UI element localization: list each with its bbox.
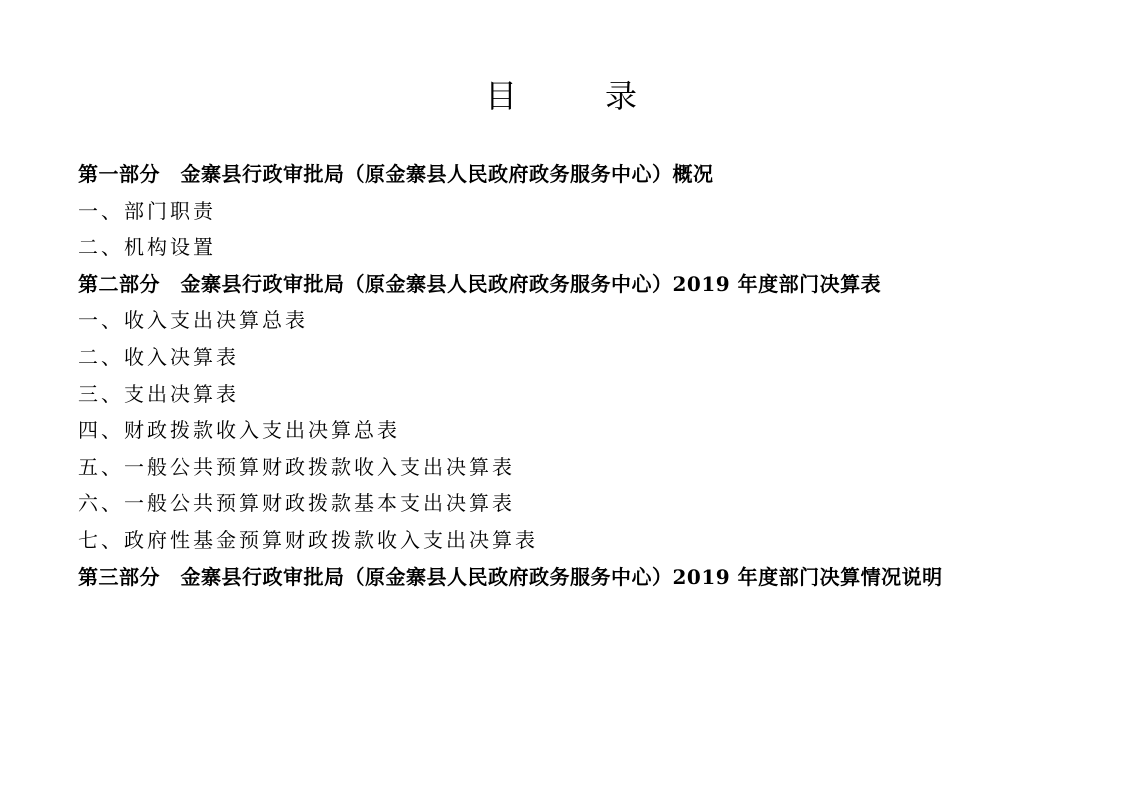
toc-part-3: 第三部分 金寨县行政审批局（原金寨县人民政府政务服务中心）2019 年度部门决算情况说明 <box>78 564 943 589</box>
toc-part-1: 第一部分 金寨县行政审批局（原金寨县人民政府政务服务中心）概况 <box>78 162 714 186</box>
toc-section-income-expense-summary: 一、收入支出决算总表 <box>78 308 308 333</box>
toc-section-general-budget-income-expense: 五、一般公共预算财政拨款收入支出决算表 <box>78 454 515 479</box>
toc-section-fiscal-summary: 四、财政拨款收入支出决算总表 <box>78 418 400 443</box>
toc-section-income-table: 二、收入决算表 <box>78 344 239 369</box>
toc-list <box>78 156 1053 595</box>
toc-section-duties: 一、部门职责 <box>78 198 216 223</box>
toc-section-expense-table: 三、支出决算表 <box>78 381 239 406</box>
toc-title: 目 录 <box>484 77 665 115</box>
toc-part-2: 第二部分 金寨县行政审批局（原金寨县人民政府政务服务中心）2019 年度部门决算表 <box>78 271 882 296</box>
toc-section-government-fund-budget: 七、政府性基金预算财政拨款收入支出决算表 <box>78 527 538 552</box>
toc-section-organization: 二、机构设置 <box>78 235 216 260</box>
toc-section-general-budget-basic-expense: 六、一般公共预算财政拨款基本支出决算表 <box>78 491 515 516</box>
